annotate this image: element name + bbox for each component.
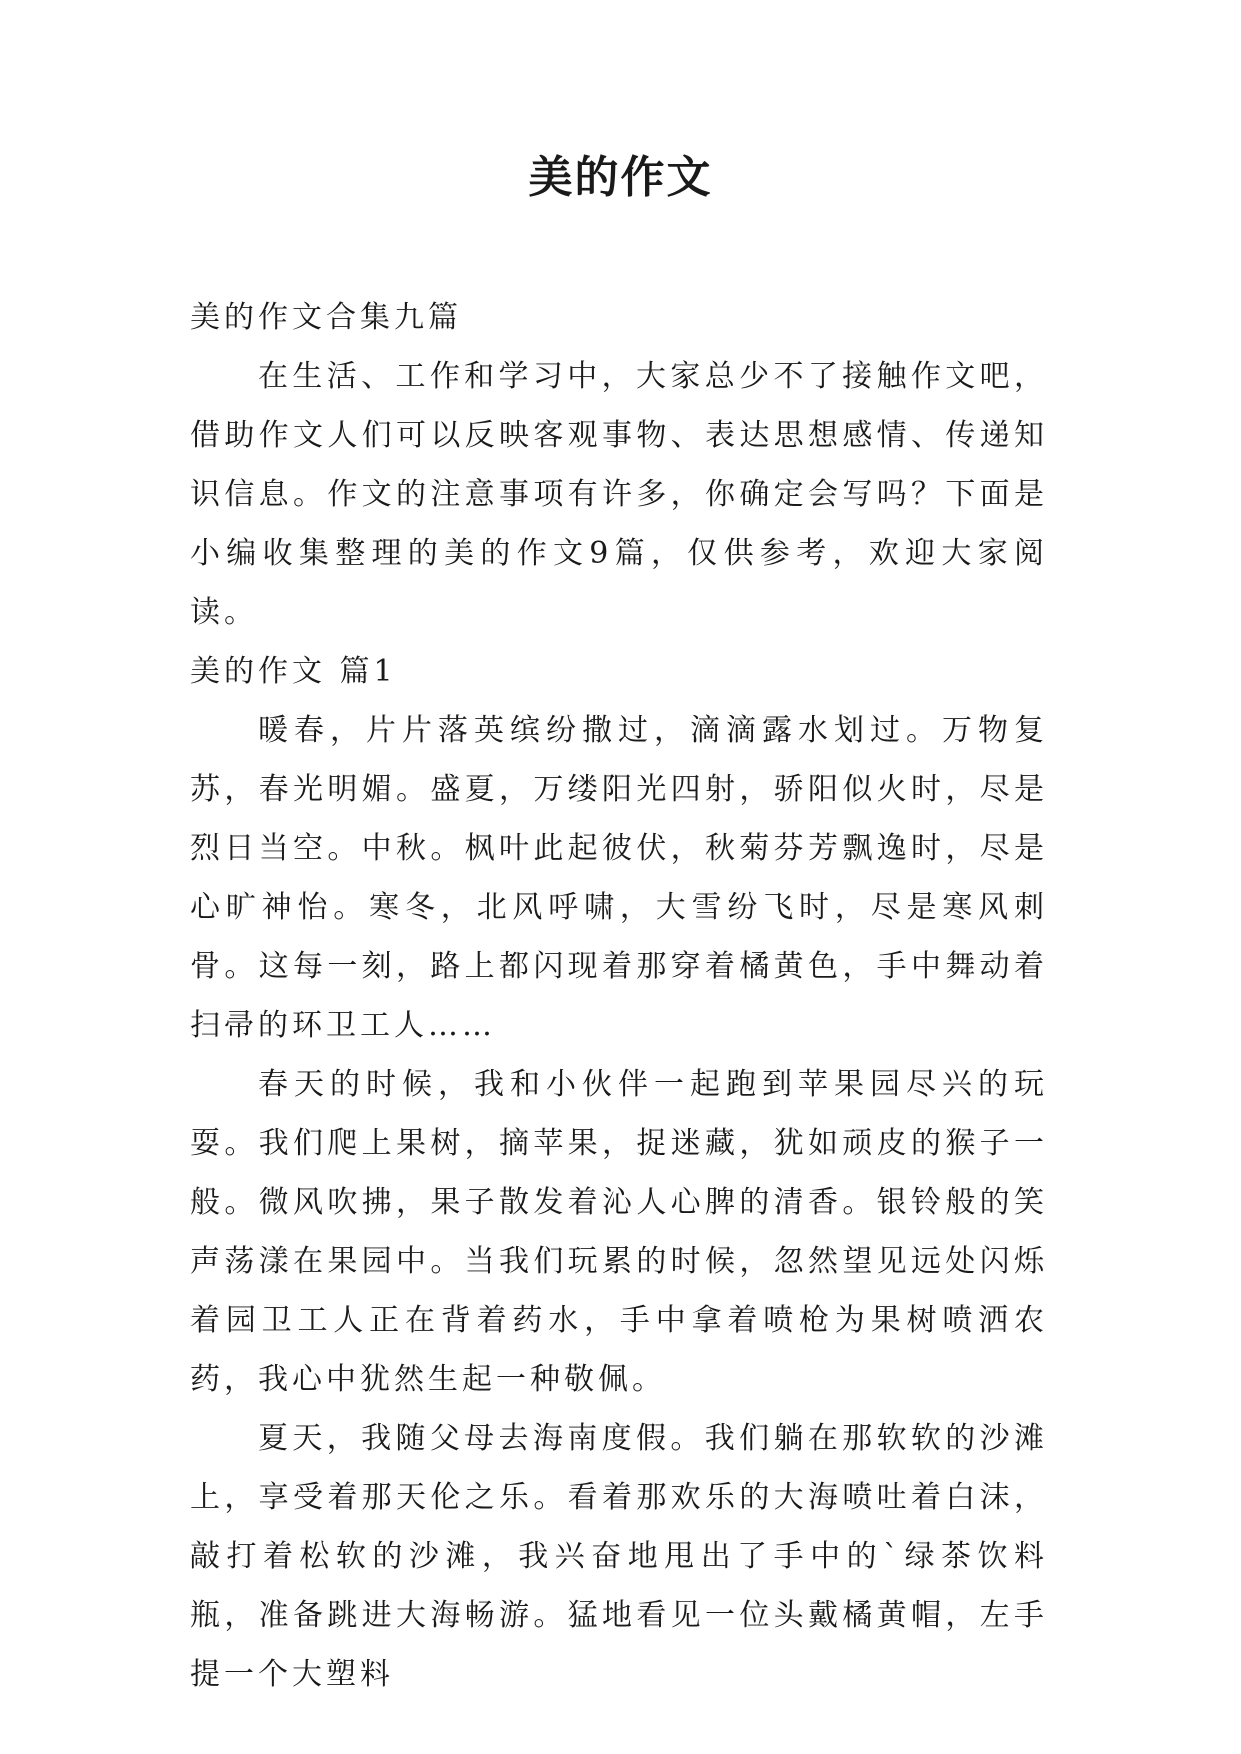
document-title: 美的作文 <box>528 152 713 203</box>
section-heading-essay-1: 美的作文 篇1 <box>190 654 397 689</box>
document-body <box>190 288 1048 1704</box>
paragraph: 夏天，我随父母去海南度假。我们躺在那软软的沙滩上，享受着那天伦之乐。看着那欢乐的大海喷吐着白沫，敲打着松软的沙滩，我兴奋地甩出了手中的`绿茶饮料瓶，准备跳进大海畅游。猛地看见一位头戴橘黄帽，左手提一个大塑料 <box>190 1421 1048 1692</box>
section-heading: 美的作文合集九篇 <box>190 300 462 335</box>
paragraph: 暖春，片片落英缤纷撒过，滴滴露水划过。万物复苏，春光明媚。盛夏，万缕阳光四射，骄阳似火时，尽是烈日当空。中秋。枫叶此起彼伏，秋菊芬芳飘逸时，尽是心旷神怡。寒冬，北风呼啸，大雪纷飞时，尽是寒风刺骨。这每一刻，路上都闪现着那穿着橘黄色，手中舞动着扫帚的环卫工人…… <box>190 713 1048 1043</box>
paragraph: 春天的时候，我和小伙伴一起跑到苹果园尽兴的玩耍。我们爬上果树，摘苹果，捉迷藏，犹如顽皮的猴子一般。微风吹拂，果子散发着沁人心脾的清香。银铃般的笑声荡漾在果园中。当我们玩累的时候，忽然望见远处闪烁着园卫工人正在背着药水，手中拿着喷枪为果树喷洒农药，我心中犹然生起一种敬佩。 <box>190 1067 1048 1397</box>
paragraph-intro: 在生活、工作和学习中，大家总少不了接触作文吧，借助作文人们可以反映客观事物、表达思想感情、传递知识信息。作文的注意事项有许多，你确定会写吗？下面是小编收集整理的美的作文9篇，仅供参考，欢迎大家阅读。 <box>190 359 1048 630</box>
